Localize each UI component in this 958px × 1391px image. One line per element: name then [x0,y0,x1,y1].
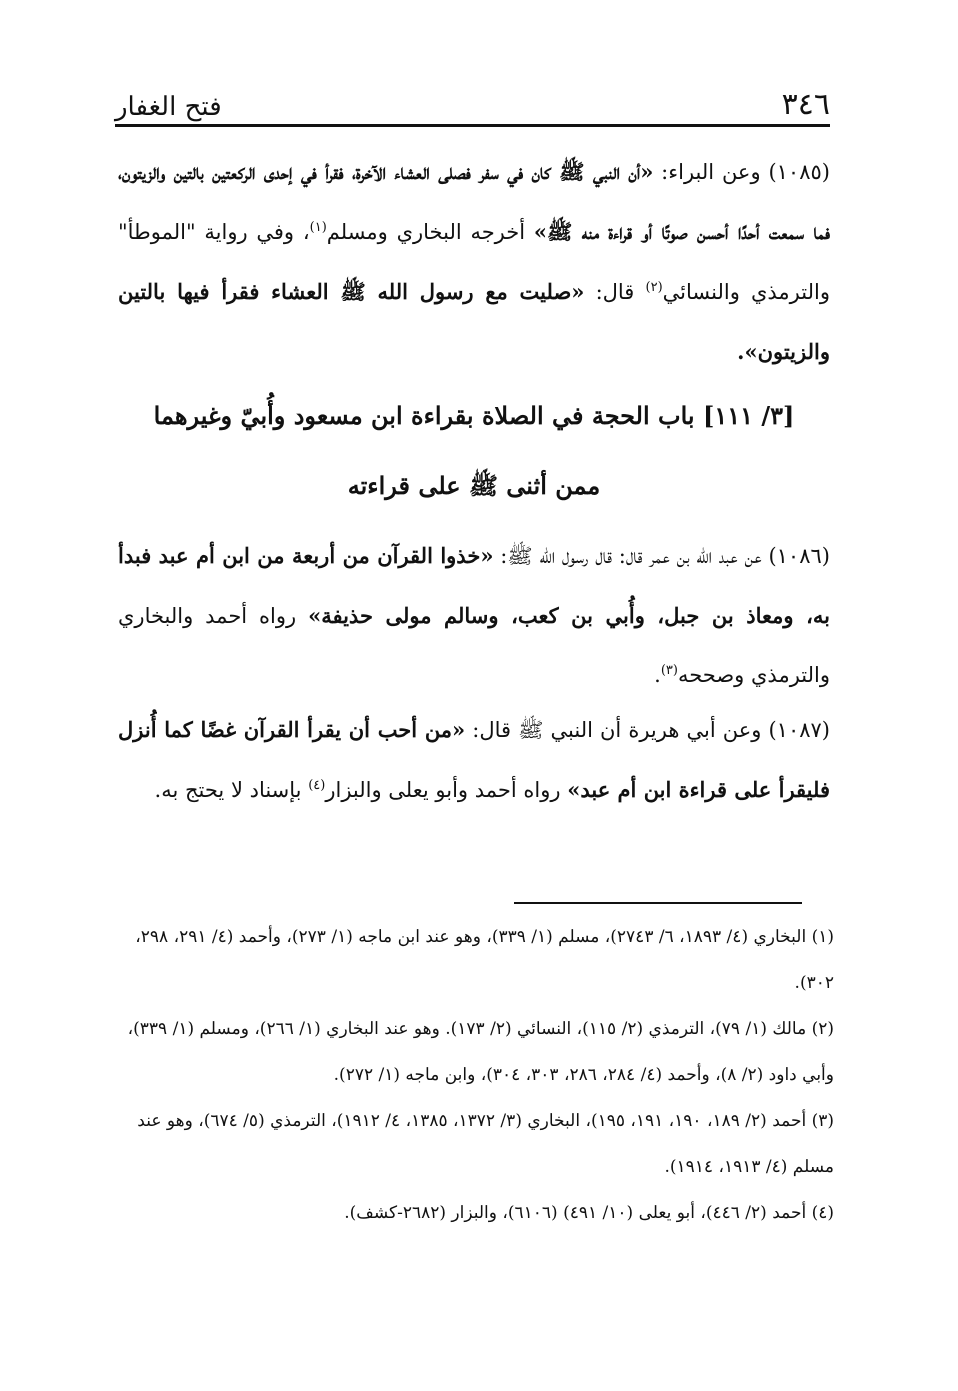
hadith-matn: «خذوا القرآن من أربعة من ابن أم عبد فبدأ به، ومعاذ بن جبل، وأُبي بن كعب، وسالم مولى حذيفة» [118,543,830,628]
footnote-3: (٣) أحمد (٢/ ١٨٩، ١٩٠، ١٩١، ١٩٥)، البخاري (٣/ ١٣٧٢، ١٣٨٥، ٤/ ١٩١٢)، الترمذي (٥/ ٦٧٤)، وهو عند مسلم (٤/ ١٩١٣، ١٩١٤). [137,1111,834,1177]
page-number: ٣٤٦ [781,87,830,122]
footnote-ref-1: (١) [309,220,327,235]
footnote-ref-3: (٣) [660,663,678,678]
hadith-takhrij-end: بإسناد لا يحتج به. [154,778,302,802]
page-header [115,78,830,122]
hadith-matn: «أن النبي ﷺ كان في سفر فصلى العشاء الآخرة، فقرأ في إحدى الركعتين بالتين والزيتون، فما سمعت أحدًا أحسن صوتًا أو قراءة منه ﷺ» [118,159,830,244]
hadith-takhrij-cont: ، وفي رواية "الموطأ" والترمذي والنسائي [118,220,830,304]
hadith-takhrij: رواه أحمد وأبو يعلى والبزار [325,778,561,802]
hadith-intro: عن عبد الله بن عمر قال: قال رسول الله ﷺ: [500,544,762,568]
hadith-matn-2: «صليت مع رسول الله ﷺ العشاء فقرأ فيها بالتين والزيتون». [118,279,830,364]
hadith-takhrij: رواه أحمد والبخاري والترمذي وصححه [118,604,830,687]
hadith-number: (١٠٨٥) [768,160,830,184]
hadith-1086 [118,526,830,705]
hadith-takhrij: أخرجه البخاري ومسلم [326,220,526,244]
hadith-end: . [654,663,661,687]
footnote-ref-2: (٢) [645,280,663,295]
footnote-2: (٢) مالك (١/ ٧٩)، الترمذي (٢/ ١١٥)، النسائي (٢/ ١٧٣). وهو عند البخاري (١/ ٢٦٦)، ومسلم (١/ ٣٣٩)، وأبي داود (٢/ ٨)، وأحمد (٤/ ٢٨٤، ٢٨٦، ٣٠٣، ٣٠٤)، وابن ماجه (١/ ٢٧٢). [127,1019,834,1085]
footnote-4: (٤) أحمد (٢/ ٤٤٦)، أبو يعلى (١٠/ ٤٩١) (٦١٠٦)، والبزار (٢٦٨٢-كشف). [344,1203,834,1223]
hadith-takhrij-qala: قال: [595,280,635,304]
hadith-intro: وعن أبي هريرة أن النبي ﷺ قال: [472,718,762,742]
hadith-number: (١٠٨٦) [768,544,830,568]
footnotes [118,914,834,1236]
running-title: فتح الغفار [115,92,222,122]
hadith-number: (١٠٨٧) [768,718,830,742]
chapter-heading-cont: ممن أثنى ﷺ على قراءته [347,471,601,500]
footnote-1: (١) البخاري (٤/ ١٨٩٣، ٦/ ٢٧٤٣)، مسلم (١/ ٣٣٩)، وهو عند ابن ماجه (١/ ٢٧٣)، وأحمد (٤/ ٢٩١، ٢٩٨، ٣٠٢). [135,927,834,993]
hadith-intro: وعن البراء: [661,160,761,184]
footnote-ref-4: (٤) [308,778,326,793]
hadith-1085 [118,142,830,382]
chapter-heading: [٣/ ١١١] باب الحجة في الصلاة بقراءة ابن مسعود وأُبيّ وغيرهما [153,401,795,430]
header-rule [115,124,830,127]
hadith-1087 [118,700,830,820]
hadith-matn: «من أحب أن يقرأ القرآن غضًا كما أُنزل فليقرأ على قراءة ابن أم عبد» [118,717,830,802]
footnote-separator [514,902,802,904]
